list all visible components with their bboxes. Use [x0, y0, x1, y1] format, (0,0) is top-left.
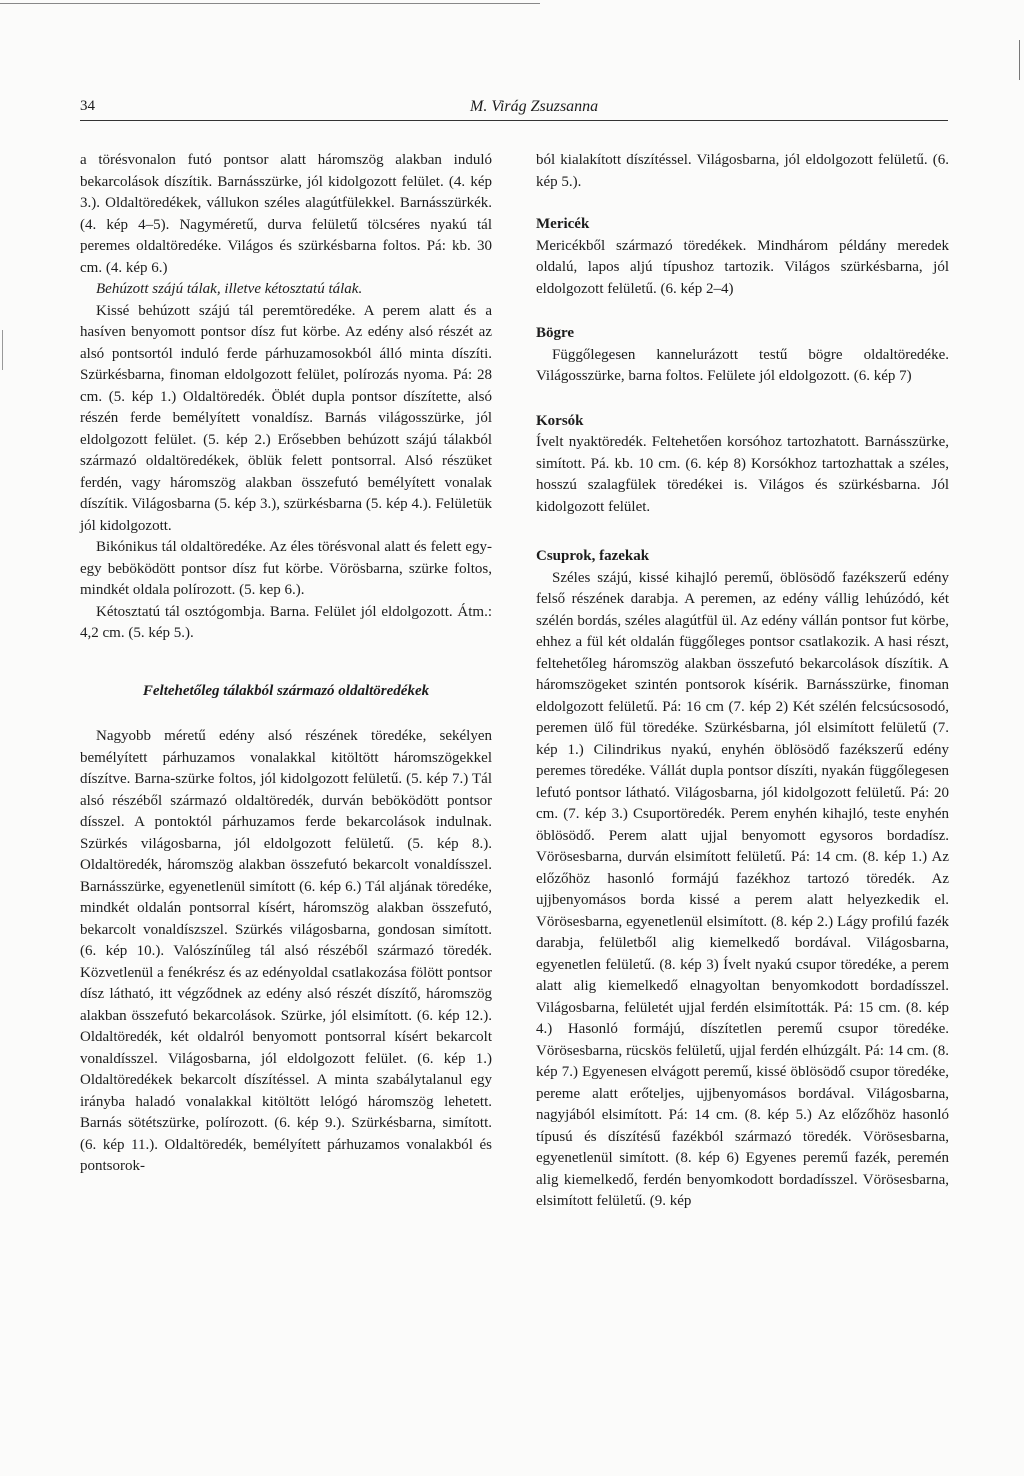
paragraph: Mericékből származó töredékek. Mindhárom példány meredek oldalú, lapos aljú típushoz tartozik. Világos szürkésbarna, jól eldolgozott felületű. (6. kép 2–4) [536, 237, 949, 297]
header-rule [80, 120, 948, 121]
paragraph: Nagyobb méretű edény alsó részének töredéke, sekélyen bemélyített párhuzamos vonalakkal kitöltött háromszögekkel díszítve. Barna-szürke foltos, jól kidolgozott felületű. (5. kép 7.) Tál alsó részéből származó oldaltöredék, durván beböködött pontsor dísszel. A pontoktól párhuzamos ferde bekarcolások indulnak. Szürkés világosbarna, jól eldolgozott felületű. (5. kép 8.). Oldaltöredék, háromszög alakban összefutó bekarcolt vonaldísszel. Barnásszürke, egyenetlenül simított (6. kép 6.) Tál aljának töredéke, mindkét oldalán pontsorral kísért, háromszög alakban összefutó, bekarcolt vonaldíszszel. Szürkés világosbarna, gondosan simított. (6. kép 10.). Valószínűleg tál alsó részéből származó töredék. Közvetlenül a fenékrész és az edényoldal csatlakozása fölött pontsor dísz látható, itt végződnek az edény alsó részét díszítő, háromszög alakban összefutó bekarcolások. Szürke, jól elsimított. (6. kép 12.). Oldaltöredék, két oldalról benyomott pontsorral kísért bekarcolt vonaldísszel. Világosbarna, jól eldolgozott felület. (6. kép 1.) Oldaltöredékek bekarcolt díszítéssel. A minta szabálytalanul egy irányba haladó vonalakkal kitöltött lelógó háromszög lehetett. Barnás sötétszürke, polírozott. (6. kép 9.). Szürkésbarna, simított. (6. kép 11.). Oldaltöredék, bemélyített párhuzamos vonalakból és pontsorok- [80, 728, 492, 1174]
paragraph: Bikónikus tál oldaltöredéke. Az éles törésvonal alatt és felett egy-egy beböködött pontsor dísz fut körbe. Vörösbarna, szürke foltos, mindkét oldala polírozott. (5. kep 6.). [80, 539, 492, 598]
paragraph: Kétosztatú tál osztógombja. Barna. Felület jól eldolgozott. Átm.: 4,2 cm. (5. kép 5.). [80, 603, 492, 641]
page-number: 34 [80, 98, 95, 114]
paragraph: Függőlegesen kannelurázott testű bögre oldaltöredéke. Világosszürke, barna foltos. Felülete jól eldolgozott. (6. kép 7) [536, 346, 949, 384]
section-heading-csuprok: Csuprok, fazekak [536, 548, 650, 564]
scan-edge-line [2, 330, 3, 370]
scan-edge-line [0, 3, 540, 4]
section-heading-mericek: Mericék [536, 216, 590, 232]
section-heading: Feltehetőleg tálakból származó oldaltöredékek [142, 682, 430, 699]
paragraph: Kissé behúzott szájú tál peremtöredéke. A perem alatt és a hasíven benyomott pontsor dísz fut körbe. Az edény alsó részét az alsó pontsortól induló ferde párhuzamosokból álló minta díszíti. Szürkésbarna, finoman eldolgozott felület, polírozás nyoma. Pá: 28 cm. (5. kép 1.) Oldaltöredék. Öblét dupla pontsor díszítette, alsó részén ferde bemélyített vonaldísz. Barnás világosszürke, jól eldolgozott felület. (5. kép 2.) Erősebben behúzott szájú tálakból származó oldaltöredékek, öblük felett pontsorral. Alsó részüket ferdén, vagy háromszög alakban összefutó bemélyített vonalak díszítik. Világosbarna (5. kép 3.), szürkésbarna (5. kép 4.). Felületük jól kidolgozott. [80, 302, 492, 534]
running-header [80, 98, 948, 120]
running-author: M. Virág Zsuzsanna [470, 98, 599, 115]
section-heading-bogre: Bögre [536, 325, 575, 341]
left-column [80, 150, 492, 1178]
paragraph: Ívelt nyaktöredék. Feltehetően korsóhoz tartozhatott. Barnásszürke, simított. Pá. kb. 10 cm. (6. kép 8) Korsókhoz tartozhattak a széles, hosszú szalagfülek töredékei is. Világos és szürkésbarna. Jól kidolgozott felület. [536, 434, 949, 515]
section-heading-korsok: Korsók [536, 412, 584, 429]
paragraph: Széles szájú, kissé kihajló peremű, öblösödő fazékszerű edény felső részének darabja. A peremen, az edény vállig lehúzódó, két szélén bordás, széles alagútfül ül. Az edény vállán pontsor fut körbe, ehhez a fül két oldalán függőleges pontsor csatlakozik. A hasi részt, feltehetőleg háromszög alakban összefutó bekarcolások díszítik. A háromszögeket szintén pontsorok kísérik. Barnásszürke, finoman eldolgozott felületű. Pá: 16 cm (7. kép 2) Két szélén felcsúcsosodó, peremen ülő fül töredéke. Szürkésbarna, jól elsimított felületű (7. kép 1.) Cilindrikus nyakú, enyhén öblösödő fazékszerű edény peremes töredéke. Vállát dupla pontsor díszíti, nyakán függőlegesen lefutó pontsor látható. Világosbarna, jól kidolgozott felületű. Pá: 20 cm. (7. kép 3.) Csuportöredék. Perem enyhén kihajló, teste enyhén öblösödő. Perem alatt ujjal benyomott egysoros bordadísz. Vörösesbarna, durván elsimított felületű. Pá: 14 cm. (8. kép 1.) Az előzőhöz hasonló formájú fazékhoz tartozó töredék. Az ujjbenyomásos borda kissé a perem alatt helyezkedik el. Vörösesbarna, egyenetlenül elsimított. (8. kép 2.) Lágy profilú fazék darabja, felületből alig kiemelkedő bordával. Világosbarna, egyenetlen felületű. (8. kép 3) Ívelt nyakú csupor töredéke, a perem alatt alig kiemelkedő elnagyoltan benyomkodott bordadísszel. Világosbarna, felületét ujjal ferdén elsimították. Pá: 15 cm. (8. kép 4.) Hasonló formájú, díszítetlen peremű csupor töredéke. Vörösesbarna, rücskös felületű, ujjal ferdén elhúzgált. Pá: 14 cm. (8. kép 7.) Egyenesen elvágott peremű, kissé öblösödő csupor töredéke, pereme alatt erőteljes, ujjbenyomásos bordával. Világosbarna, nagyjából elsimított. Pá: 14 cm. (8. kép 5.) Az előzőhöz hasonló típusú és díszítésű fazékból származó töredék. Vörösesbarna, egyenetlenül simított. (8. kép 6) Egyenes peremű fazék, peremén alig kiemelkedő, ferdén benyomkodott bordadísszel. Vörösesbarna, elsimított felületű. (9. kép [536, 569, 949, 1209]
subheading-bowls: Behúzott szájú tálak, illetve kétosztatú tálak. [96, 281, 363, 297]
right-column [536, 150, 949, 1213]
paragraph: a törésvonalon futó pontsor alatt háromszög alakban induló bekarcolások díszítik. Barnásszürke, jól kidolgozott felület. (4. kép 3.). Oldaltöredékek, vállukon széles alagútfülekkel. Barnásszürkék. (4. kép 4–5). Nagyméretű, durva felületű tölcséres nyakú tál peremes oldaltöredéke. Világos és szürkésbarna foltos. Pá: kb. 30 cm. (4. kép 6.) [80, 152, 492, 276]
scan-edge-line [1019, 40, 1020, 80]
paragraph: ból kialakított díszítéssel. Világosbarna, jól eldolgozott felületű. (6. kép 5.). [536, 152, 949, 190]
